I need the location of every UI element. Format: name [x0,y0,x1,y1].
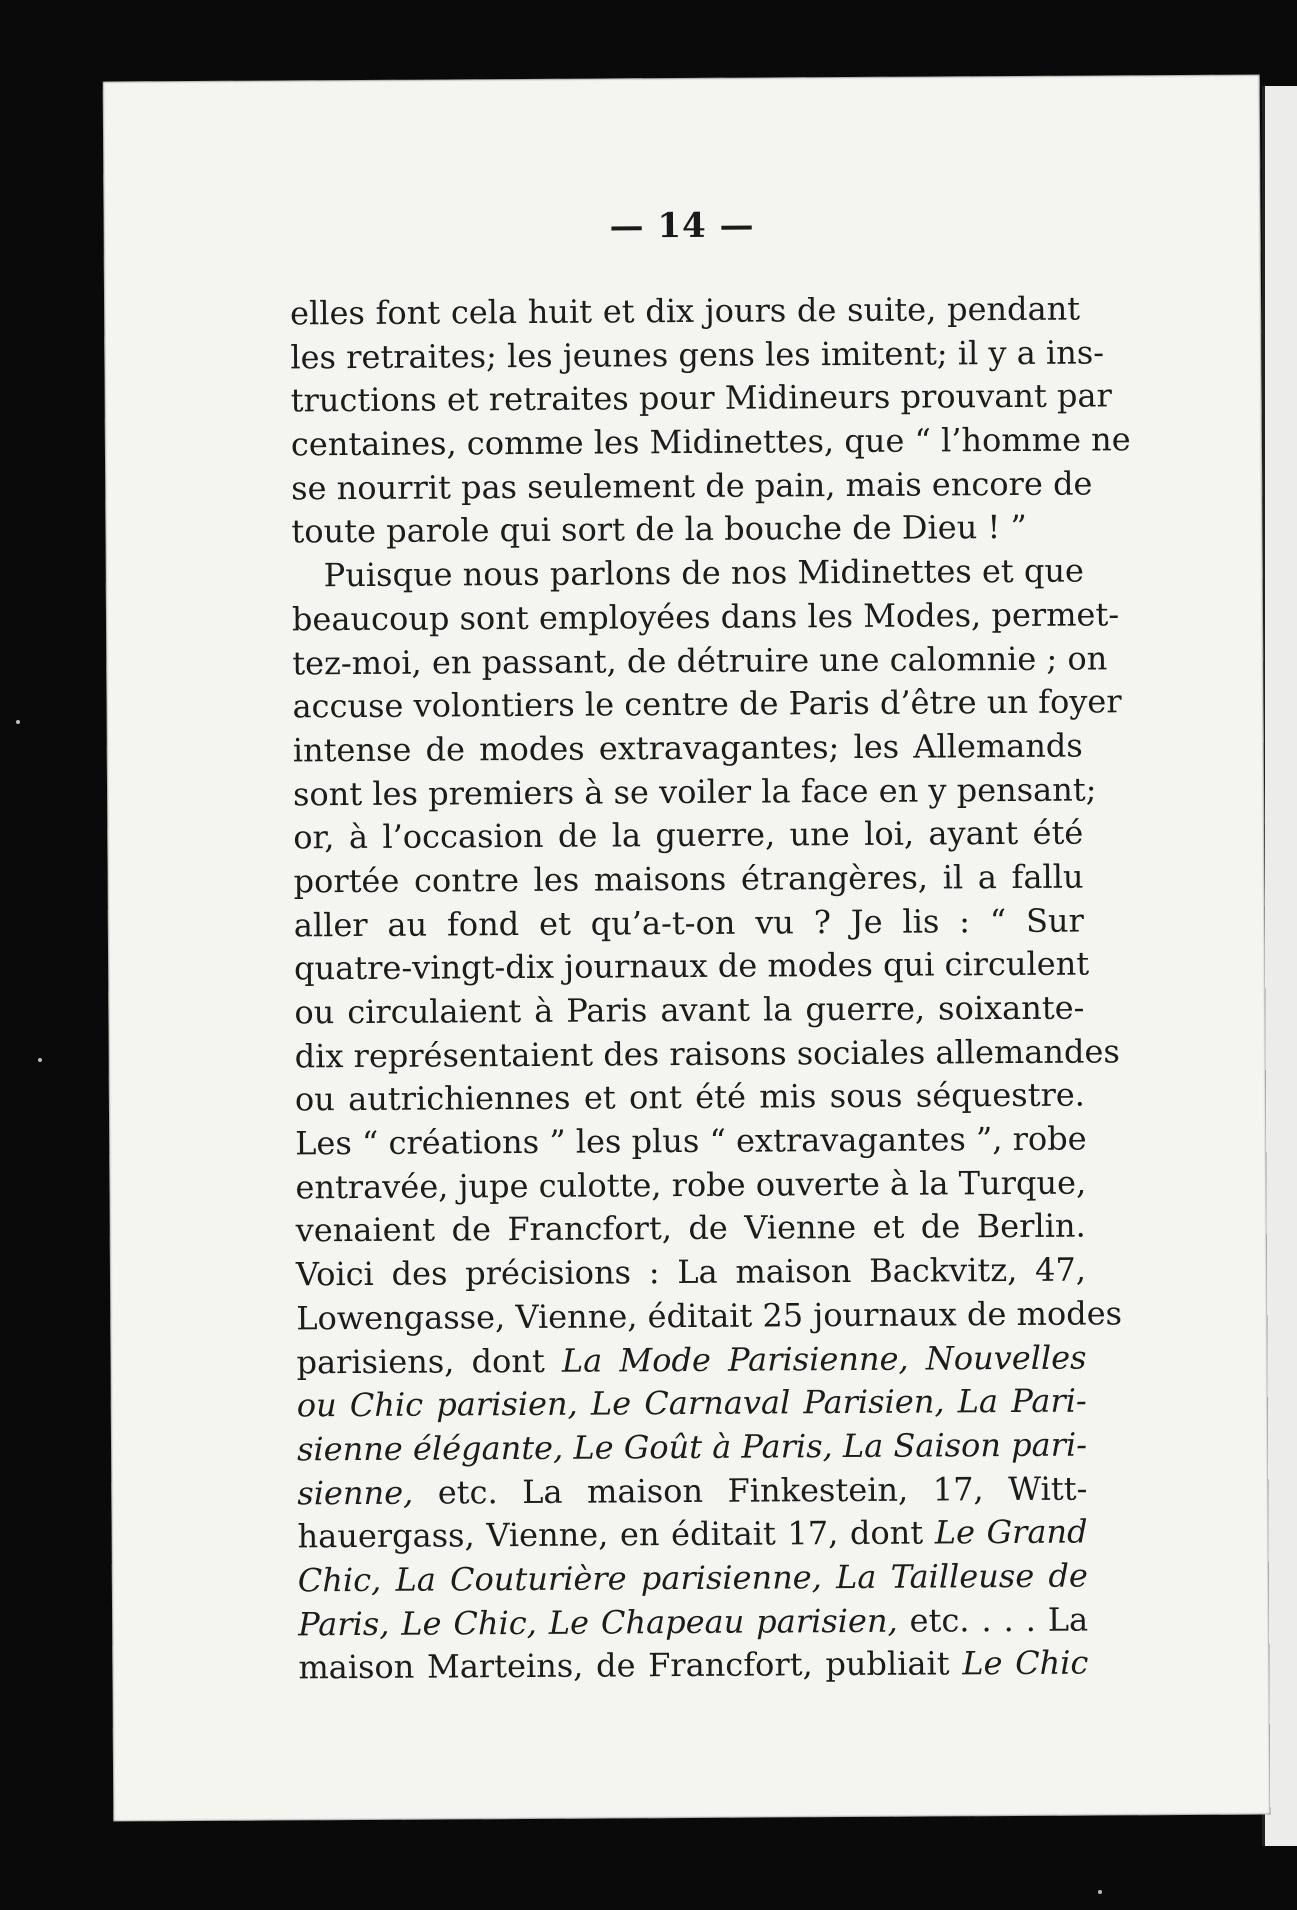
text-line [290,375,1112,424]
line-text: entravée, jupe culotte, robe ouverte à la Turque, [295,1163,1087,1207]
text-line [291,593,1120,642]
line-text: etc. La maison Finkestein, 17, Witt- [413,1469,1088,1512]
text-line [290,331,1105,380]
text-line [294,987,1084,1036]
page-number: — 14 — [609,205,755,247]
text-line [297,1511,1087,1560]
line-text: tez-moi, en passant, de détruire une calomnie ; on [292,638,1108,682]
text-line [295,1118,1085,1167]
italic-title-text: La Mode Parisienne, Nouvelles [561,1338,1087,1380]
text-line [293,724,1083,773]
text-line [296,1205,1086,1254]
line-text: tructions et retraites pour Midineurs prouvant par [290,376,1112,420]
text-line [297,1380,1087,1429]
line-text: les retraites; les jeunes gens les imitent; il y a ins- [290,333,1105,377]
line-text: venaient de Francfort, de Vienne et de Berlin. [295,1207,1086,1250]
line-text: portée contre les maisons étrangères, il a fallu [293,857,1084,901]
line-text: hauergass, Vienne, en éditait 17, dont [297,1513,935,1556]
text-line [293,812,1083,861]
line-text: intense de modes extravagantes; les Allemands [292,726,1083,770]
line-text: etc. . . . La [897,1600,1089,1640]
line-text: quatre-vingt-dix journaux de modes qui circulent [294,944,1090,988]
scan-speck [38,1058,42,1062]
text-line [297,1423,1087,1472]
text-line [291,462,1093,511]
line-text: Voici des précisions : La maison Backvitz, 47, [295,1250,1087,1294]
line-text: toute parole qui sort de la bouche de Dieu ! ” [291,508,1027,551]
text-line [290,288,1080,337]
text-line [295,1074,1085,1123]
text-line [292,637,1108,686]
text-line [296,1249,1086,1298]
line-text: Lowengasse, Vienne, éditait 25 journaux de modes [296,1294,1123,1338]
text-line [294,899,1084,948]
text-line [298,1642,1088,1691]
line-text: or, à l’occasion de la guerre, une loi, ayant été [293,813,1084,857]
italic-title-text: Le Grand [934,1512,1088,1552]
line-text: beaucoup sont employées dans les Modes, permet- [291,595,1120,639]
scan-speck [16,720,20,724]
line-text: Les “ créations ” les plus “ extravagantes ”, robe [295,1119,1087,1163]
text-line [294,943,1090,992]
text-line [292,550,1085,599]
text-line [296,1292,1123,1341]
text-line [292,681,1122,730]
line-text: ou autrichiennes et ont été mis sous séquestre. [294,1075,1086,1119]
line-text: accuse volontiers le centre de Paris d’être un foyer [292,682,1122,726]
line-text: Puisque nous parlons de nos Midinettes et que [323,551,1085,595]
italic-title-text: ou Chic parisien, Le Carnaval Parisien, La Pari- [296,1381,1087,1425]
line-text: elles font cela huit et dix jours de suite, pendant [290,289,1081,333]
line-text: maison Marteins, de Francfort, publiait [298,1644,963,1687]
text-line [298,1554,1088,1603]
text-line [293,856,1083,905]
line-text: centaines, comme les Midinettes, que “ l’homme ne [290,420,1131,464]
line-text: parisiens, dont [296,1341,563,1381]
text-line [298,1598,1088,1647]
scan-speck [1098,1890,1102,1894]
body-text [290,288,1131,1691]
text-line [291,506,1081,555]
italic-title-text: Le Chic [962,1643,1089,1683]
text-line [294,1030,1120,1079]
italic-title-text: sienne élégante, Le Goût à Paris, La Saison pari- [296,1425,1088,1469]
text-line [295,1161,1085,1210]
text-line [297,1467,1087,1516]
italic-title-text: Chic, La Couturière parisienne, La Tailleuse de [297,1556,1088,1600]
book-page [103,74,1271,1821]
text-line [292,768,1097,817]
line-text: ou circulaient à Paris avant la guerre, soixante- [294,988,1085,1032]
line-text: aller au fond et qu’a-t-on vu ? Je lis : “ Sur [293,901,1084,945]
line-text: sont les premiers à se voiler la face en y pensant; [292,770,1097,813]
text-line [290,419,1131,468]
italic-title-text: Paris, Le Chic, Le Chapeau parisien, [298,1601,898,1644]
italic-title-text: sienne, [297,1473,414,1512]
text-line [296,1336,1086,1385]
line-text: dix représentaient des raisons sociales allemandes [294,1032,1120,1076]
line-text: se nourrit pas seulement de pain, mais encore de [291,464,1093,508]
